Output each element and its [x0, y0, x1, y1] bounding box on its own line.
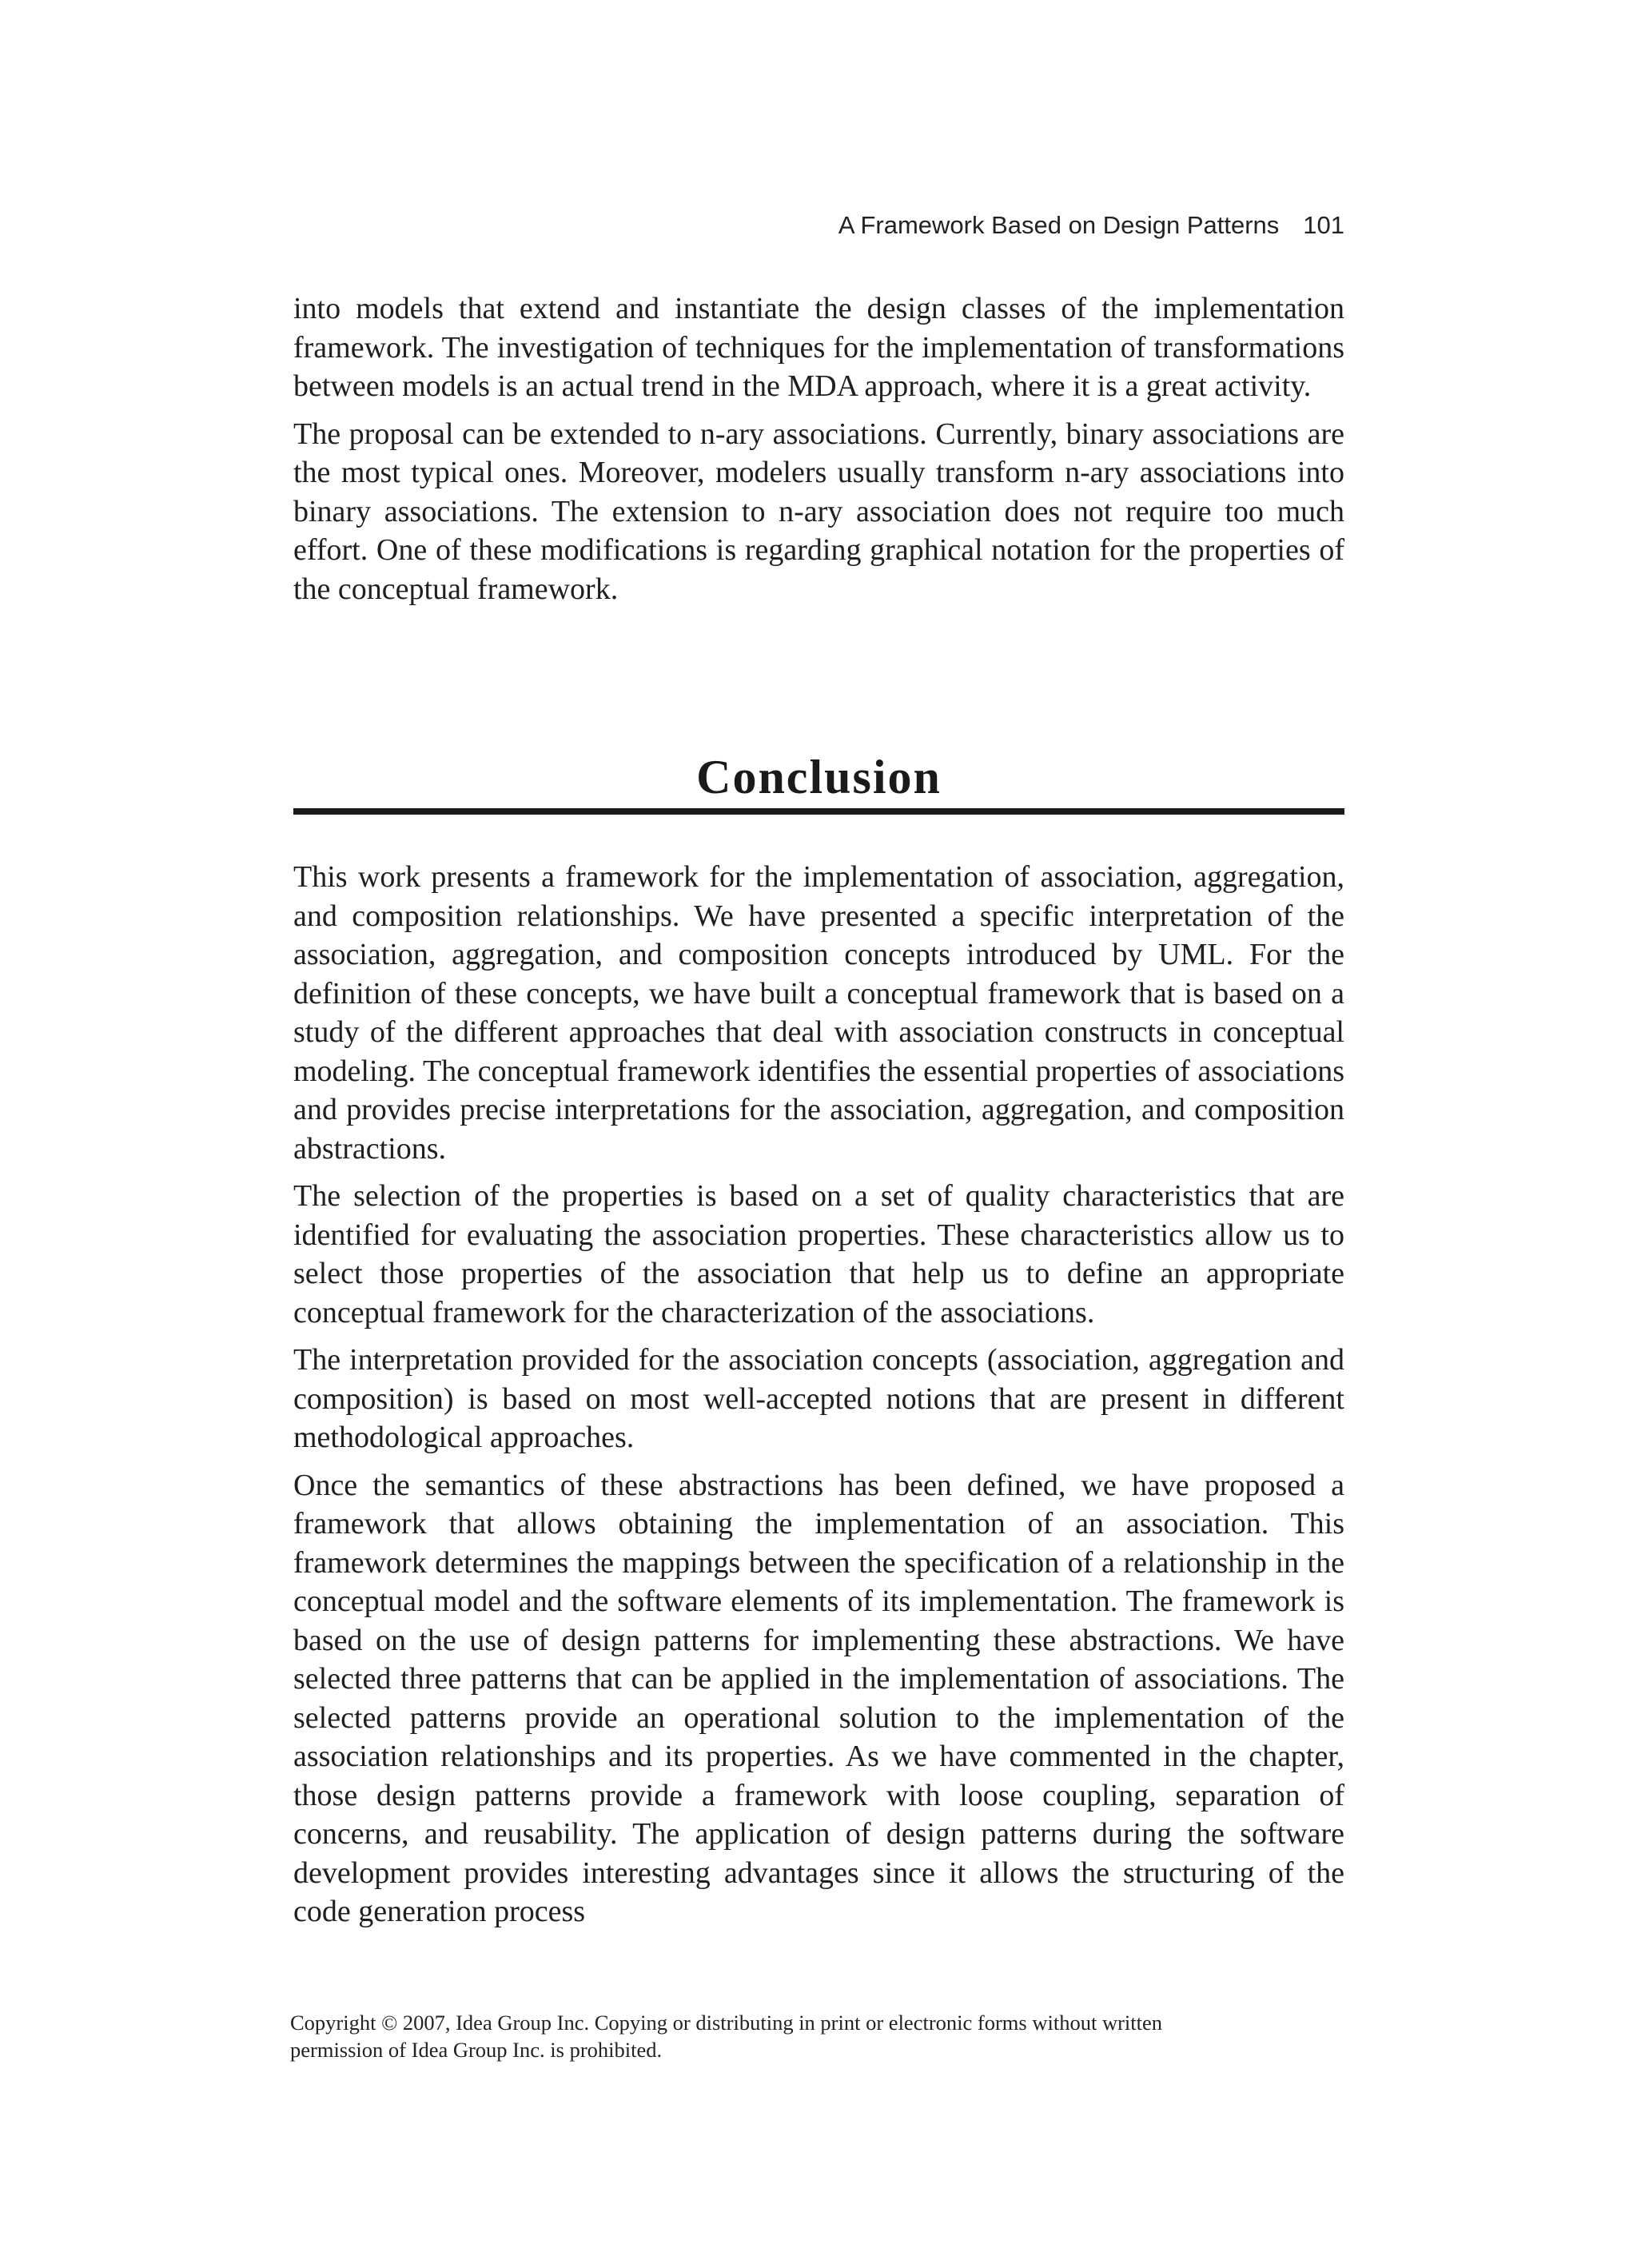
paragraph: The proposal can be extended to n-ary associations. Currently, binary associations are the most typical ones. Moreover, modelers usually transform n-ary associations into binary associations. The extension to n-ary association does not require too much effort. One of these modifications is regarding graphical notation for the properties of the conceptual framework.	[293, 417, 1344, 606]
intro-text	[293, 289, 1344, 617]
paragraph: The selection of the properties is based on a set of quality characteristics that are identified for evaluating the association properties. These characteristics allow us to select those properties of the association that help us to define an appropriate conceptual framework for the characterization of the associations.	[293, 1179, 1344, 1329]
paragraph: into models that extend and instantiate the design classes of the implementation framework. The investigation of techniques for the implementation of transformations between models is an actual trend in the MDA approach, where it is a great activity.	[293, 292, 1344, 403]
section-heading	[293, 747, 1344, 815]
paragraph: The interpretation provided for the association concepts (association, aggregation and composition) is based on most well-accepted notions that are present in different methodological approaches.	[293, 1343, 1344, 1454]
copyright-line: Copyright © 2007, Idea Group Inc. Copying or distributing in print or electronic forms without written	[290, 2011, 1163, 2035]
heading-rule	[293, 808, 1344, 815]
copyright-line: permission of Idea Group Inc. is prohibited.	[290, 2038, 663, 2062]
paragraph: Once the semantics of these abstractions has been defined, we have proposed a framework that allows obtaining the implementation of an association. This framework determines the mappings between the specification of a relationship in the conceptual model and the software elements of its implementation. The framework is based on the use of design patterns for implementing these abstractions. We have selected three patterns that can be applied in the implementation of associations. The selected patterns provide an operational solution to the implementation of the association relationships and its properties. As we have commented in the chapter, those design patterns provide a framework with loose coupling, separation of concerns, and reusability. The application of design patterns during the software development provides interesting advantages since it allows the structuring of the code generation process	[293, 1468, 1344, 1928]
conclusion-text	[293, 858, 1344, 1940]
section-title: Conclusion	[696, 751, 942, 803]
page-number: 101	[1303, 211, 1344, 239]
running-title: A Framework Based on Design Patterns	[838, 211, 1280, 239]
paragraph: This work presents a framework for the implementation of association, aggregation, and composition relationships. We have presented a specific interpretation of the association, aggregation, and composition concepts introduced by UML. For the definition of these concepts, we have built a conceptual framework that is based on a study of the different approaches that deal with association constructs in conceptual modeling. The conceptual framework identifies the essential properties of associations and provides precise interpretations for the association, aggregation, and composition abstractions.	[293, 860, 1344, 1166]
running-header	[293, 209, 1344, 241]
copyright-footer	[290, 2009, 1329, 2063]
